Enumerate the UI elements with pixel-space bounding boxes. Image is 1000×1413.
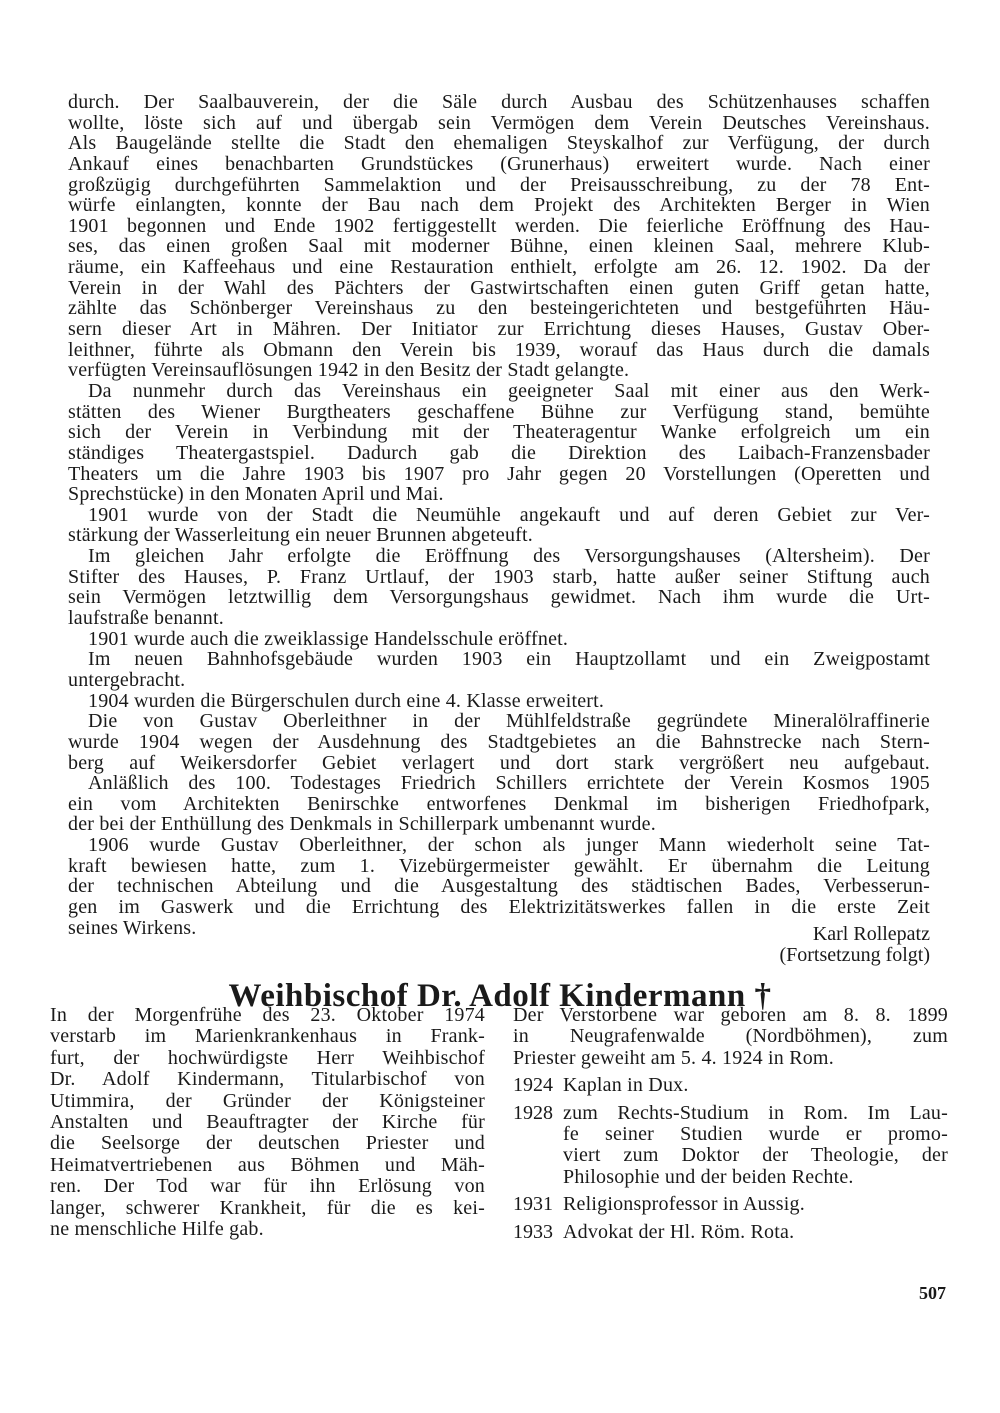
text-line: Die von Gustav Oberleithner in der Mühlfeldstraße gegründete Mineralölraffinerie [88, 710, 930, 733]
text-line: würfe einlangten, konnte der Bau nach dem Projekt des Architekten Berger in Wien [68, 194, 930, 217]
text-line: Theaters um die Jahre 1903 bis 1907 pro Jahr gegen 20 Vorstellungen (Operetten und [68, 462, 930, 485]
text-line: Priester geweiht am 5. 4. 1924 in Rom. [513, 1046, 834, 1069]
text-line: Ankauf eines benachbarten Grundstückes (Grunerhaus) erweitert wurde. Nach einer [68, 152, 930, 175]
text-line: Religionsprofessor in Aussig. [563, 1193, 805, 1216]
text-line: Der Verstorbene war geboren am 8. 8. 1899 [513, 1004, 948, 1026]
text-line: sein Vermögen letztwillig dem Versorgungshaus gewidmet. Nach ihm wurde die Urt- [68, 586, 930, 609]
text-line: 1901 wurde auch die zweiklassige Handelsschule eröffnet. [88, 627, 569, 650]
text-line: Advokat der Hl. Röm. Rota. [563, 1220, 795, 1243]
text-line: sich der Verein in Verbindung mit der Theateragentur Wanke erfolgreich um ein [68, 421, 930, 444]
text-line: die Seelsorge der deutschen Priester und [50, 1132, 485, 1155]
text-line: der bei der Enthüllung des Denkmals in Schillerpark umbenannt wurde. [68, 813, 656, 836]
text-line: Als Baugelände stellte die Stadt den ehemaligen Steyskalhof zur Verfügung, der durch [68, 132, 930, 155]
biography-intro [513, 1005, 948, 1069]
text-line: ein vom Architekten Benirschke entworfenes Denkmal im bisherigen Friedhofpark, [68, 792, 930, 815]
text-line: zum Rechts-Studium in Rom. Im Lau- [563, 1101, 948, 1124]
text-line: langer, schwerer Krankheit, für die es kei- [50, 1196, 485, 1219]
obituary-right-column [513, 1005, 948, 1243]
continuation-note: (Fortsetzung folgt) [779, 944, 930, 966]
text-line: der technischen Abteilung und die Ausgestaltung des städtischen Bades, Verbesserun- [68, 875, 930, 898]
text-line: Utimmira, der Gründer der Königsteiner [50, 1089, 485, 1112]
text-line: kraft bewiesen hatte, zum 1. Vizebürgermeister gewählt. Er übernahm die Leitung [68, 854, 930, 877]
text-line: untergebracht. [68, 668, 186, 691]
text-line: räume, ein Kaffeehaus und eine Restauration enthielt, erfolgte am 26. 12. 1902. Da der [68, 256, 930, 279]
text-line: verfügten Vereinsauflösungen 1942 in den Besitz der Stadt gelangte. [68, 359, 630, 382]
timeline-year: 1931 [513, 1193, 553, 1216]
text-line: fe seiner Studien wurde er promo- [563, 1122, 948, 1145]
text-line: wurde 1904 wegen der Ausdehnung des Stadtgebietes an die Bahnstrecke nach Stern- [68, 730, 930, 753]
text-line: Heimatvertriebenen aus Böhmen und Mäh- [50, 1153, 485, 1176]
biography-timeline [513, 1075, 948, 1243]
text-line: stärkung der Wasserleitung ein neuer Brunnen abgeteuft. [68, 524, 533, 547]
article-signature [779, 924, 930, 966]
text-line: verstarb im Marienkrankenhaus in Frank- [50, 1025, 485, 1048]
text-line: Anstalten und Beauftragter der Kirche für [50, 1110, 485, 1133]
text-line: seines Wirkens. [68, 916, 197, 939]
text-line: ses, das einen großen Saal mit moderner Bühne, einen kleinen Saal, mehrere Klub- [68, 235, 930, 258]
timeline-text [563, 1222, 948, 1243]
page-number: 507 [919, 1283, 946, 1303]
text-line: stätten des Wiener Burgtheaters geschaffene Bühne zur Verfügung stand, bemühte [68, 400, 930, 423]
timeline-year: 1928 [513, 1101, 553, 1124]
text-line: In der Morgenfrühe des 23. Oktober 1974 [50, 1004, 485, 1026]
timeline-text [563, 1075, 948, 1096]
text-line: ständiges Theatergastspiel. Dadurch gab die Direktion des Laibach-Franzensbader [68, 441, 930, 464]
timeline-year: 1933 [513, 1220, 553, 1243]
obituary-heading: Weihbischof Dr. Adolf Kindermann † [228, 978, 772, 1014]
text-line: Anläßlich des 100. Todestages Friedrich Schillers errichtete der Verein Kosmos 1905 [88, 772, 930, 795]
obituary-left-column [50, 1005, 485, 1240]
timeline-entry [513, 1194, 948, 1215]
text-line: furt, der hochwürdigste Herr Weihbischof [50, 1046, 485, 1069]
text-line: 1904 wurden die Bürgerschulen durch eine 4. Klasse erweitert. [88, 689, 605, 712]
text-line: Da nunmehr durch das Vereinshaus ein geeigneter Saal mit einer aus den Werk- [88, 379, 930, 402]
text-line: Dr. Adolf Kindermann, Titularbischof von [50, 1068, 485, 1091]
text-line: berg auf Weikersdorfer Gebiet verlagert und dort stark vergrößert neu aufgebaut. [68, 751, 930, 774]
text-line: Sprechstücke) in den Monaten April und Mai. [68, 483, 444, 506]
text-line: in Neugrafenwalde (Nordböhmen), zum [513, 1025, 948, 1048]
text-line: Im gleichen Jahr erfolgte die Eröffnung des Versorgungshauses (Altersheim). Der [88, 545, 930, 568]
text-line: sern dieser Art in Mähren. Der Initiator zur Errichtung dieses Hauses, Gustav Ober- [68, 318, 930, 341]
text-line: Philosophie und der beiden Rechte. [563, 1165, 854, 1188]
text-line: viert zum Doktor der Theologie, der [563, 1144, 948, 1167]
timeline-entry [513, 1075, 948, 1096]
text-line: ren. Der Tod war für ihn Erlösung von [50, 1175, 485, 1198]
timeline-entry [513, 1103, 948, 1189]
author-name: Karl Rollepatz [812, 923, 930, 945]
timeline-entry [513, 1222, 948, 1243]
text-line: Stifter des Hauses, P. Franz Urtlauf, der 1903 starb, hatte außer seiner Stiftung auch [68, 565, 930, 588]
text-line: Verein in der Wahl des Pächters der Gastwirtschaften einen guten Griff getan hatte, [68, 276, 930, 299]
text-line: Im neuen Bahnhofsgebäude wurden 1903 ein Hauptzollamt und ein Zweigpostamt [88, 648, 930, 671]
text-line: großzügig durchgeführten Sammelaktion und der Preisausschreibung, zu der 78 Ent- [68, 173, 930, 196]
text-line: 1906 wurde Gustav Oberleithner, der schon als junger Mann wiederholt seine Tat- [88, 834, 930, 857]
article-continuation [68, 92, 930, 938]
timeline-text [563, 1103, 948, 1189]
text-line: 1901 begonnen und Ende 1902 fertiggestellt werden. Die feierliche Eröffnung des Hau- [68, 214, 930, 237]
text-line: wollte, löste sich auf und übergab sein Vermögen dem Verein Deutsches Vereinshaus. [68, 111, 930, 134]
text-line: ne menschliche Hilfe gab. [50, 1217, 264, 1240]
text-line: durch. Der Saalbauverein, der die Säle durch Ausbau des Schützenhauses schaffen [68, 91, 930, 113]
text-line: 1901 wurde von der Stadt die Neumühle angekauft und auf deren Gebiet zur Ver- [88, 503, 930, 526]
text-line: laufstraße benannt. [68, 607, 224, 630]
text-line: Kaplan in Dux. [563, 1074, 689, 1097]
timeline-year: 1924 [513, 1074, 553, 1097]
timeline-text [563, 1194, 948, 1215]
text-line: leithner, führte als Obmann den Verein bis 1939, worauf das Haus durch die damals [68, 338, 930, 361]
text-line: zählte das Schönberger Vereinshaus zu den besteingerichteten und bestgeführten Häu- [68, 297, 930, 320]
text-line: gen im Gaswerk und die Errichtung des Elektrizitätswerkes fallen in die erste Zeit [68, 895, 930, 918]
